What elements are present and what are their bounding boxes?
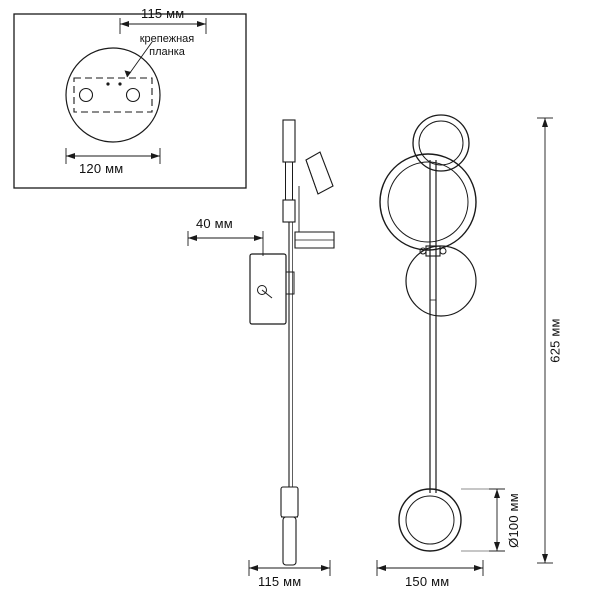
inset-note-line-2: планка xyxy=(149,46,185,58)
inset-dim-120-label: 120 мм xyxy=(79,161,124,176)
side-view-lamp xyxy=(250,120,334,565)
front-dim-ring-diameter xyxy=(461,489,505,551)
side-dim-115-label: 115 мм xyxy=(258,574,302,589)
side-dim-40-label: 40 мм xyxy=(196,216,233,231)
inset-dim-115-label: 115 мм xyxy=(141,6,185,21)
inset-note-mounting-plate xyxy=(122,33,212,59)
inset-note-line-1: крепежная xyxy=(139,33,195,45)
front-view-lamp xyxy=(380,115,476,551)
side-dim-40 xyxy=(188,231,263,256)
front-dim-150-label: 150 мм xyxy=(405,574,450,589)
front-dim-ring-diameter-label: Ø100 мм xyxy=(505,493,521,548)
front-dim-625-label: 625 мм xyxy=(547,318,563,363)
